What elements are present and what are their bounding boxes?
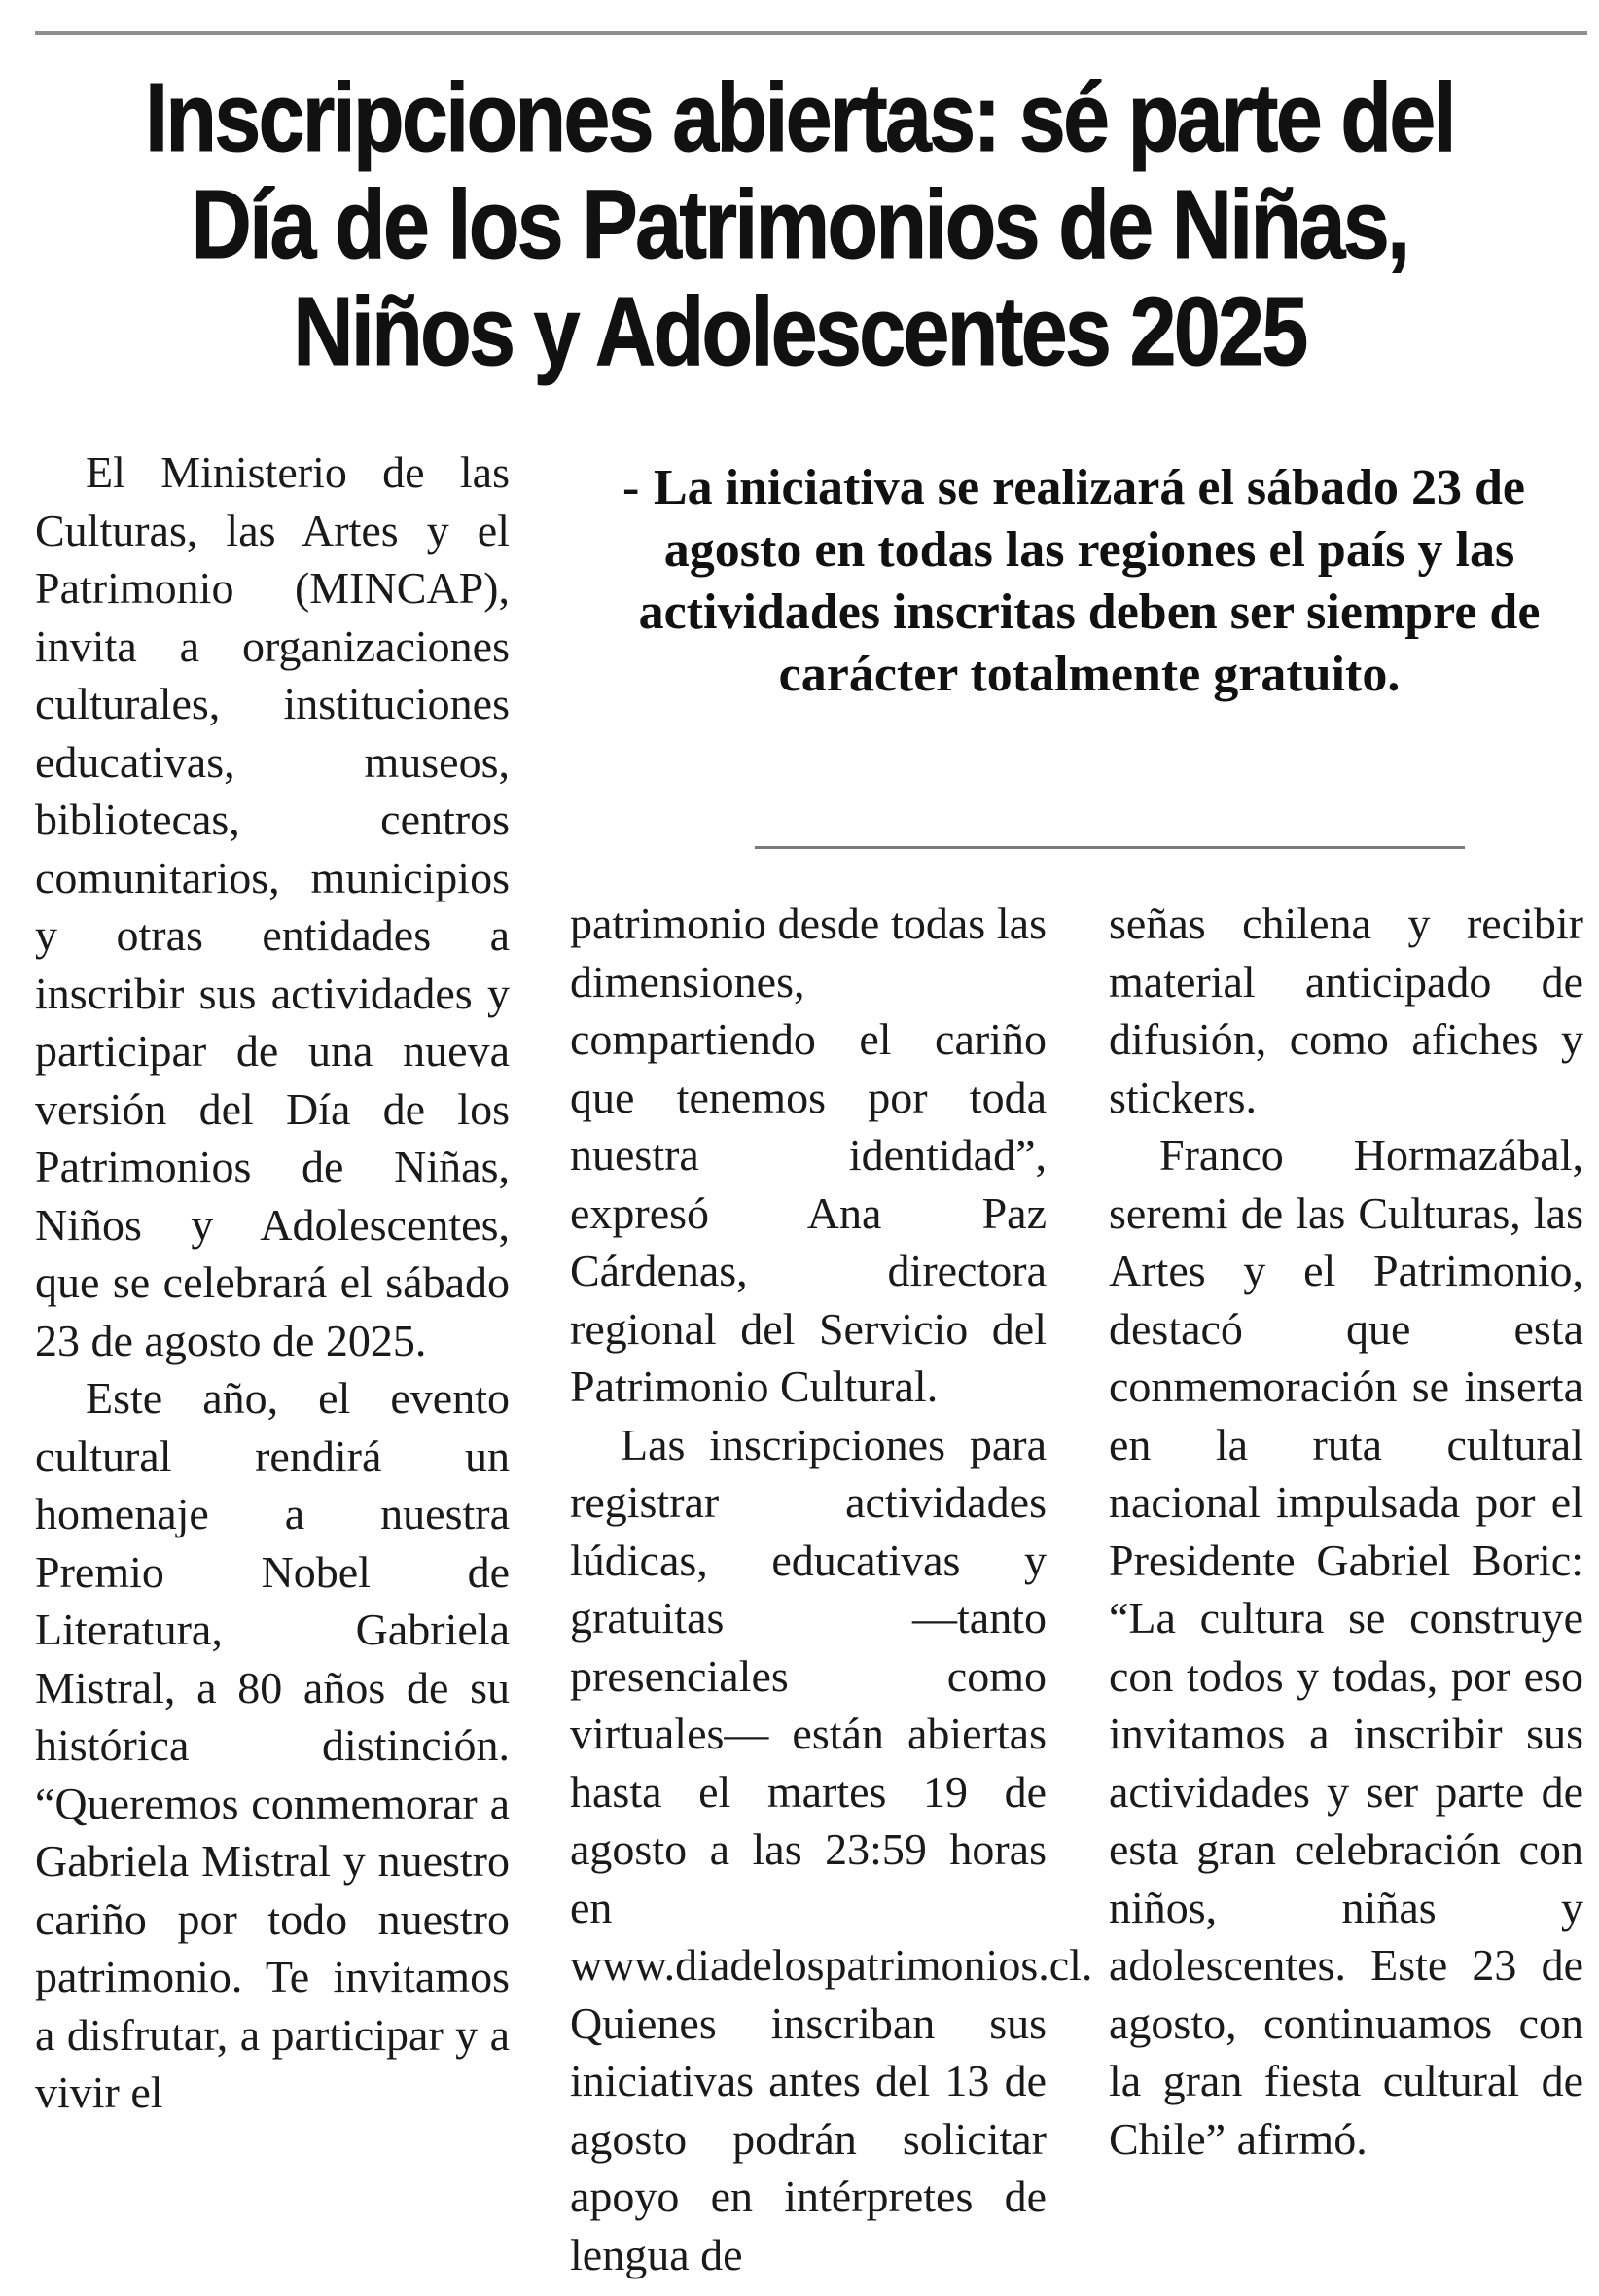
pull-quote (622, 457, 1556, 706)
pull-quote-dash: - (622, 460, 640, 515)
pull-quote-rule (755, 846, 1465, 849)
pull-quote-text: La iniciativa se realizará el sábado 23 de agosto en todas las regiones el país y las actividades inscritas deben ser siempre de carácter totalmente gratuito. (638, 460, 1541, 702)
paragraph-intro: El Ministerio de las Culturas, las Artes y el Patrimonio (MINCAP), invita a organizaciones culturales, instituciones educativas, museos, bibliotecas, centros comunitarios, municipios y otras entidades a inscribir sus actividades y participar de una nueva versión del Día de los Patrimonios de Niñas, Niños y Adolescentes, que se celebrará el sábado 23 de agosto de 2025. (35, 447, 510, 1365)
paragraph-homage: Este año, el evento cultural rendirá un homenaje a nuestra Premio Nobel de Literatura, Gabriela Mistral, a 80 años de su histórica distinción. “Queremos conmemorar a Gabriela Mistral y nuestro cariño por todo nuestro patrimonio. Te invitamos a disfrutar, a participar y a vivir el (35, 1373, 510, 2117)
article-column-left (35, 443, 510, 2122)
headline (128, 64, 1470, 385)
headline-line-3: Niños y Adolescentes 2025 (293, 277, 1306, 386)
headline-line-1: Inscripciones abiertas: sé parte del (145, 63, 1454, 172)
headline-line-2: Día de los Patrimonios de Niñas, (191, 170, 1408, 279)
article-column-middle (570, 895, 1093, 2283)
top-rule (35, 31, 1587, 35)
paragraph-continuation-2: señas chilena y recibir material anticipado de difusión, como afiches y stickers. (1109, 899, 1583, 1122)
paragraph-seremi-quote: Franco Hormazábal, seremi de las Culturas, las Artes y el Patrimonio, destacó que esta conmemoración se inserta en la ruta cultural nacional impulsada por el Presidente Gabriel Boric: “La cultura se construye con todos y todas, por eso invitamos a inscribir sus actividades y ser parte de esta gran celebración con niños, niñas y adolescentes. Este 23 de agosto, continuamos con la gran fiesta cultural de Chile” afirmó. (1109, 1130, 1583, 2164)
article-column-right (1109, 895, 1583, 2168)
paragraph-inscriptions: Las inscripciones para registrar actividades lúdicas, educativas y gratuitas —tanto presenciales como virtuales— están abiertas hasta el martes 19 de agosto a las 23:59 horas en www.diadelospatrimonios.cl. Quienes inscriban sus iniciativas antes del 13 de agosto podrán solicitar apoyo en intérpretes de lengua de (570, 1419, 1093, 2279)
paragraph-continuation: patrimonio desde todas las dimensiones, compartiendo el cariño que tenemos por toda nuestra identidad”, expresó Ana Paz Cárdenas, directora regional del Servicio del Patrimonio Cultural. (570, 899, 1047, 1411)
